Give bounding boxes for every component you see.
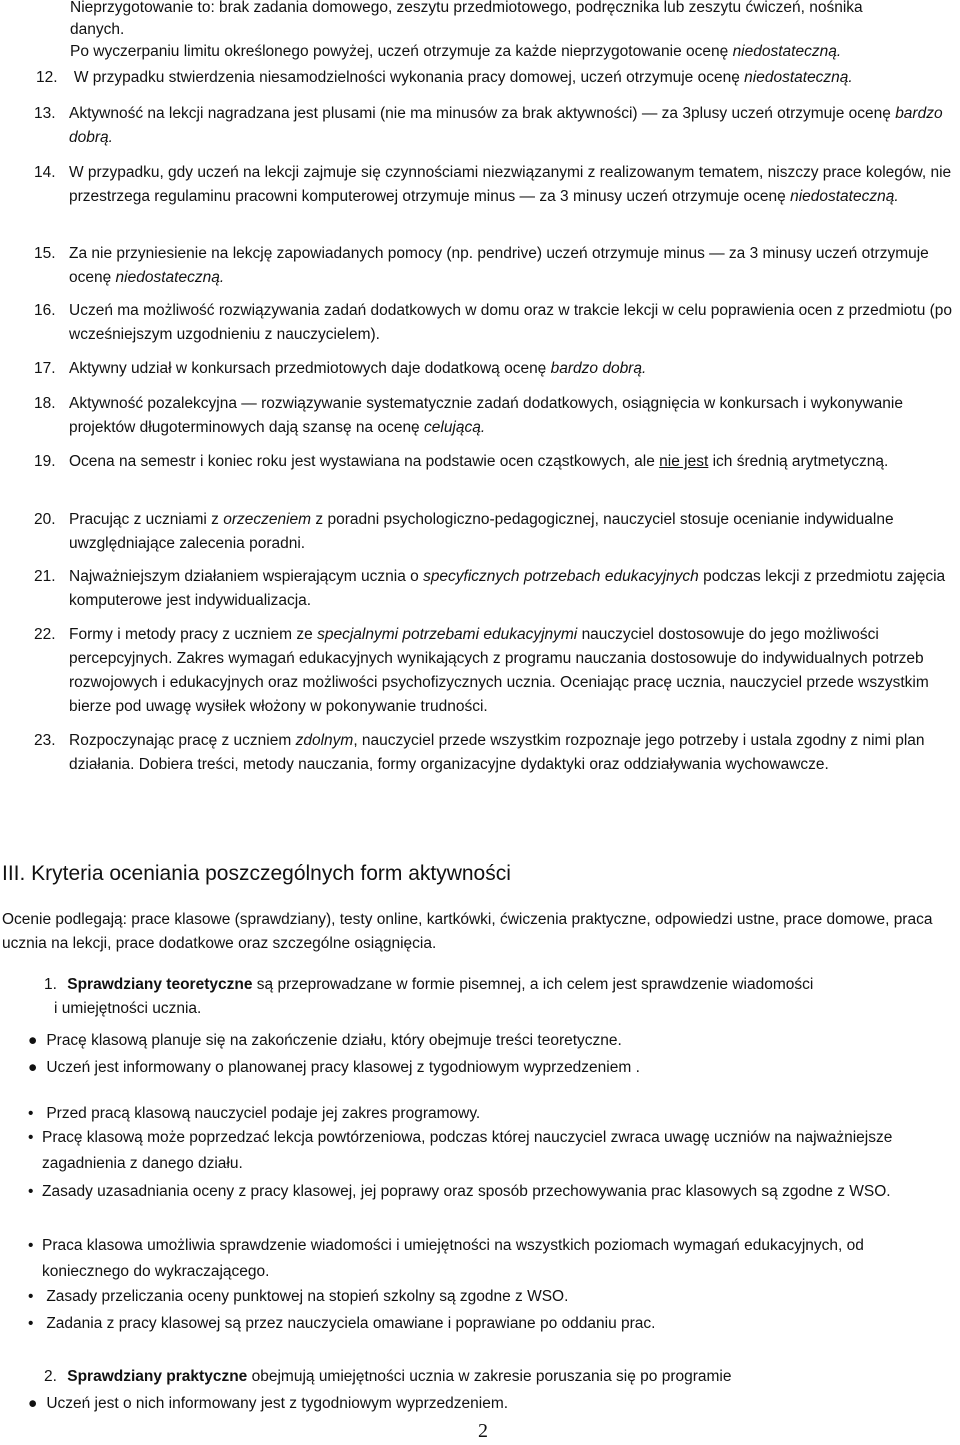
page-number: 2: [478, 1420, 488, 1442]
intro-line-3: Po wyczerpaniu limitu określonego powyżej, uczeń otrzymuje za każde nieprzygotowanie ocenę niedostateczną.: [70, 43, 842, 60]
list-item-19: 19. Ocena na semestr i koniec roku jest wystawiana na podstawie ocen cząstkowych, ale nie jest ich średnią arytmetyczną.: [34, 453, 889, 470]
subsection-1: 1. Sprawdziany teoretyczne są przeprowadzane w formie pisemnej, a ich celem jest sprawdzenie wiadomości i umiejętności ucznia.: [44, 976, 814, 1017]
bullet-dot-icon: •: [28, 1288, 34, 1305]
bullet-dot-icon: ●: [28, 1059, 38, 1076]
bullet-dot-icon: •: [28, 1105, 34, 1122]
list-item-18: 18. Aktywność pozalekcyjna — rozwiązywanie systematycznie zadań dodatkowych, osiągnięcia w konkursach i wykonywanie projektów długoterminowych dają szansę na ocenę celującą.: [34, 395, 903, 436]
bullet-item: • Przed pracą klasową nauczyciel podaje jej zakres programowy.: [28, 1102, 948, 1126]
list-item-17: 17. Aktywny udział w konkursach przedmiotowych daje dodatkową ocenę bardzo dobrą.: [34, 360, 647, 377]
list-item-14: 14. W przypadku, gdy uczeń na lekcji zajmuje się czynnościami niezwiązanymi z realizowanym tematem, niszczy prace kolegów, nie przestrzega regulaminu pracowni komputerowej otrzymuje minus — za 3 minusy uczeń otrzymuje ocenę niedostateczną.: [34, 164, 952, 205]
list-item-23: 23. Rozpoczynając pracę z uczniem zdolnym, nauczyciel przede wszystkim rozpoznaje jego potrzeby i ustala zgodny z nimi plan działania. Dobiera treści, metody nauczania, formy organizacyjne dydaktyki oraz oddziaływania wychowawcze.: [34, 732, 925, 773]
list-item-16: 16. Uczeń ma możliwość rozwiązywania zadań dodatkowych w domu oraz w trakcie lekcji w celu poprawienia ocen z przedmiotu (po wcześniejszym uzgodnieniu z nauczycielem).: [34, 302, 953, 343]
list-item-13: 13. Aktywność na lekcji nagradzana jest plusami (nie ma minusów za brak aktywności) — za 3plusy uczeń otrzymuje ocenę bardzo dobrą.: [34, 105, 943, 146]
bullet-item: • Zasady uzasadniania oceny z pracy klasowej, jej poprawy oraz sposób przechowywania prac klasowych są zgodne z WSO.: [28, 1179, 948, 1205]
list-item-15: 15. Za nie przyniesienie na lekcję zapowiadanych pomocy (np. pendrive) uczeń otrzymuje minus — za 3 minusy uczeń otrzymuje ocenę niedostateczną.: [34, 245, 929, 286]
subsection-2: 2. Sprawdziany praktyczne obejmują umiejętności ucznia w zakresie poruszania się po programie: [44, 1368, 732, 1385]
bullet-item: • Zasady przeliczania oceny punktowej na stopień szkolny są zgodne z WSO.: [28, 1285, 948, 1309]
bullet-dot-icon: •: [28, 1237, 34, 1254]
bullet-dot-icon: ●: [28, 1395, 38, 1412]
bullet-item: • Pracę klasową może poprzedzać lekcja powtórzeniowa, podczas której nauczyciel zwraca uwagę uczniów na najważniejsze zagadnienia z danego działu.: [28, 1125, 948, 1177]
bullet-dot-icon: •: [28, 1183, 34, 1200]
bullet-dot-icon: •: [28, 1315, 34, 1332]
bullet-dot-icon: ●: [28, 1032, 38, 1049]
list-item-22: 22. Formy i metody pracy z uczniem ze specjalnymi potrzebami edukacyjnymi nauczyciel dostosowuje do jego możliwości percepcyjnych. Zakres wymagań edukacyjnych wynikających z programu nauczania dostosowuje do indywidualnych potrzeb rozwojowych i edukacyjnych oraz możliwości psychofizycznych ucznia. Oceniając pracę ucznia, nauczyciel przede wszystkim bierze pod uwagę wysiłek włożony w pokonywanie trudności.: [34, 626, 929, 715]
section-heading: III. Kryteria oceniania poszczególnych form aktywności: [2, 862, 511, 885]
bullet-dot-icon: •: [28, 1129, 34, 1146]
bullet-item: ● Uczeń jest o nich informowany jest z tygodniowym wyprzedzeniem.: [28, 1392, 948, 1416]
intro-line-2: danych.: [70, 21, 125, 38]
bullet-item: • Praca klasowa umożliwia sprawdzenie wiadomości i umiejętności na wszystkich poziomach wymagań edukacyjnych, od koniecznego do wykraczającego.: [28, 1233, 948, 1285]
bullet-item: ● Uczeń jest informowany o planowanej pracy klasowej z tygodniowym wyprzedzeniem .: [28, 1056, 948, 1080]
intro-line-1: Nieprzygotowanie to: brak zadania domowego, zeszytu przedmiotowego, podręcznika lub zeszytu ćwiczeń, nośnika: [70, 0, 863, 16]
list-item-20: 20. Pracując z uczniami z orzeczeniem z poradni psychologiczno-pedagogicznej, nauczyciel stosuje ocenianie indywidualne uwzględniające zalecenia poradni.: [34, 511, 894, 552]
section-intro: Ocenie podlegają: prace klasowe (sprawdziany), testy online, kartkówki, ćwiczenia praktyczne, odpowiedzi ustne, prace domowe, praca ucznia na lekcji, prace dodatkowe oraz szczególne osiągnięcia.: [2, 911, 933, 952]
list-item-12: 12. W przypadku stwierdzenia niesamodzielności wykonania pracy domowej, uczeń otrzymuje ocenę niedostateczną.: [36, 69, 853, 86]
list-item-21: 21. Najważniejszym działaniem wspierającym ucznia o specyficznych potrzebach edukacyjnych podczas lekcji z przedmiotu zajęcia komputerowe jest indywidualizacja.: [34, 568, 946, 609]
bullet-item: • Zadania z pracy klasowej są przez nauczyciela omawiane i poprawiane po oddaniu prac.: [28, 1312, 948, 1336]
bullet-item: ● Pracę klasową planuje się na zakończenie działu, który obejmuje treści teoretyczne.: [28, 1029, 948, 1053]
